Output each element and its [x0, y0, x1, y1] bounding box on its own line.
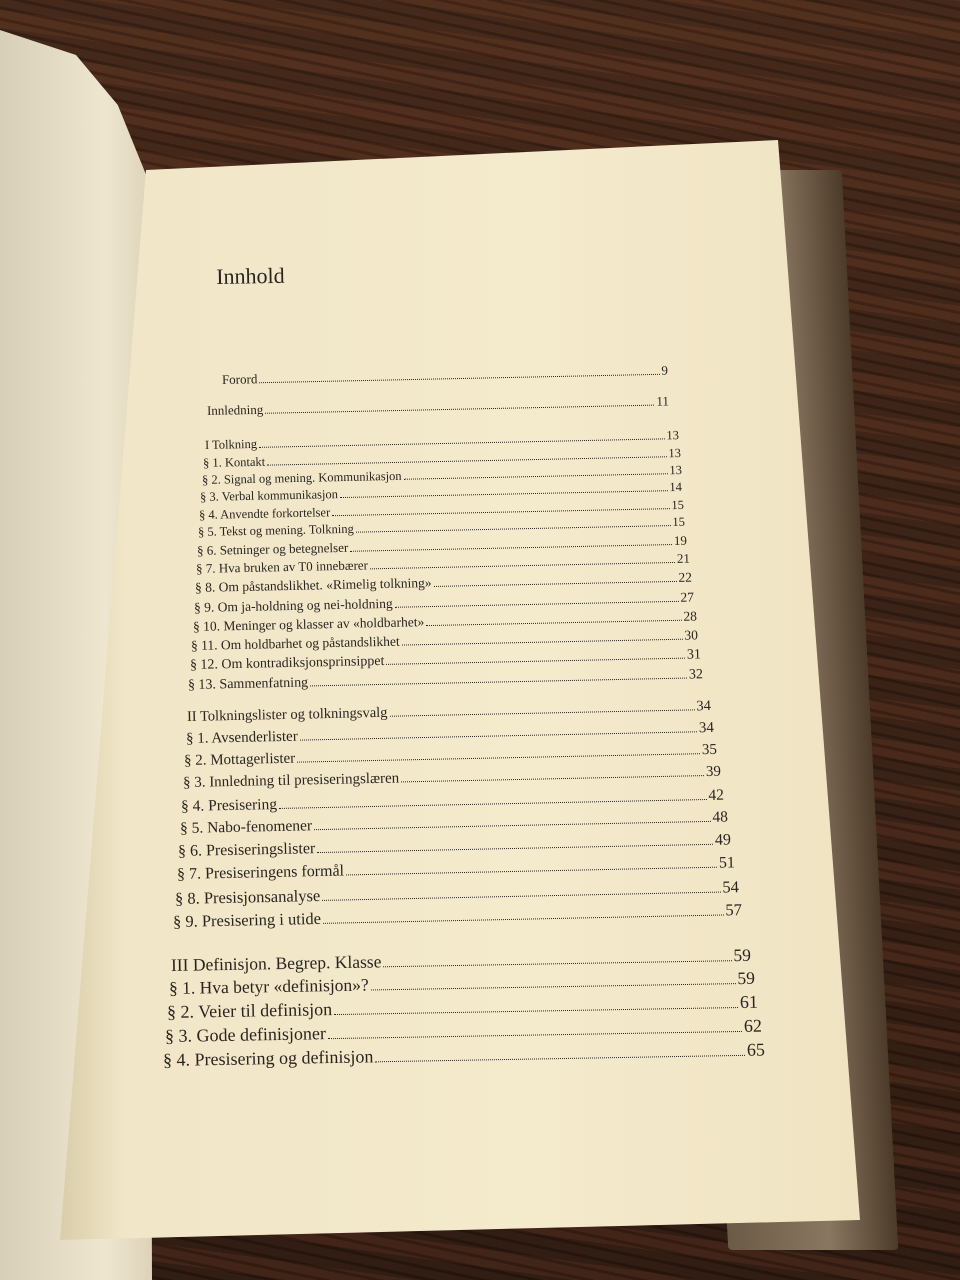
page-title: Innhold	[216, 262, 285, 289]
toc-entry-title: III Definisjon. Begrep. Klasse	[170, 951, 382, 975]
toc-entry-page: 61	[739, 991, 759, 1012]
toc-entry-page: 14	[669, 479, 683, 495]
toc-entry-title: § 2. Signal og mening. Kommunikasjon	[201, 468, 402, 487]
toc-entry-title: § 4. Presisering og definisjon	[162, 1046, 374, 1070]
toc-entry-page: 13	[666, 428, 680, 443]
toc-entry-page: 28	[683, 608, 698, 624]
toc-entry-page: 9	[661, 362, 669, 378]
toc-entry-title: § 7. Hva bruken av T0 innebærer	[195, 557, 369, 576]
toc-dot-leader	[434, 581, 677, 587]
toc-entry-title: § 4. Presisering	[180, 795, 278, 815]
toc-entry-title: § 1. Kontakt	[202, 454, 266, 470]
toc-entry-title: § 6. Presiseringslister	[177, 840, 316, 860]
toc-dot-leader	[426, 620, 681, 626]
right-page	[60, 140, 860, 1240]
toc-entry-page: 13	[668, 445, 682, 461]
toc-entry-page: 57	[725, 900, 743, 920]
toc-entry-title: § 5. Nabo-fenomener	[179, 817, 313, 837]
toc-dot-leader	[402, 639, 683, 646]
toc-entry-title: § 3. Verbal kommunikasjon	[199, 487, 339, 504]
toc-entry-page: 15	[671, 497, 685, 513]
toc-entry-title: § 1. Avsenderlister	[185, 728, 298, 747]
toc-entry-page: 32	[688, 667, 704, 683]
toc-entry-title: § 2. Mottagerlister	[183, 750, 296, 769]
toc-dot-leader	[404, 473, 668, 480]
toc-entry-page: 59	[733, 944, 752, 966]
toc-entry-page: 34	[698, 719, 715, 737]
toc-entry-title: § 6. Setninger og betegnelser	[196, 539, 349, 558]
toc-entry-title: § 9. Om ja-holdning og nei-holdning	[193, 595, 393, 615]
toc-entry-page: 51	[718, 854, 736, 872]
toc-entry-title: § 8. Presisjonsanalyse	[174, 885, 321, 908]
toc-entry-title: II Tolkningslister og tolkningsvalg	[186, 704, 388, 725]
toc-dot-leader	[386, 658, 685, 665]
toc-entry-page: 59	[737, 967, 756, 989]
toc-entry-page: 39	[705, 763, 722, 781]
toc-entry-title: § 5. Tekst og mening. Tolkning	[197, 521, 354, 539]
toc-entry-title: § 8. Om påstandslikhet. «Rimelig tolkning»	[194, 575, 432, 595]
toc-dot-leader	[371, 983, 736, 990]
toc-entry-page: 31	[686, 647, 702, 663]
toc-entry-page: 62	[743, 1015, 763, 1036]
toc-entry-page: 54	[722, 877, 740, 897]
toc-entry-title: Forord	[221, 371, 258, 387]
toc-entry-page: 21	[676, 550, 691, 566]
toc-entry-title: § 9. Presisering i utide	[172, 908, 322, 931]
toc-entry-title: § 13. Sammenfatning	[187, 675, 309, 693]
toc-entry-page: 15	[672, 514, 686, 530]
toc-entry-title: I Tolkning	[204, 436, 258, 452]
toc-entry-page: 19	[673, 532, 688, 549]
toc-entry-page: 48	[712, 808, 729, 826]
toc-entry-title: § 1. Hva betyr «definisjon»?	[168, 974, 369, 998]
toc-dot-leader	[334, 1007, 738, 1015]
toc-entry-title: § 2. Veier til definisjon	[166, 999, 333, 1022]
toc-dot-leader	[376, 1055, 745, 1062]
toc-entry-title: § 10. Meninger og klasser av «holdbarhet»	[192, 614, 425, 634]
toc-entry-page: 34	[696, 698, 712, 715]
toc-dot-leader	[328, 1031, 742, 1039]
toc-entry-title: § 3. Gode definisjoner	[164, 1023, 327, 1046]
toc-entry-title: § 3. Innledning til presiseringslæren	[182, 770, 400, 791]
toc-dot-leader	[390, 709, 695, 716]
toc-entry-page: 27	[680, 589, 695, 605]
toc-dot-leader	[401, 775, 704, 782]
toc-entry-page: 22	[678, 569, 693, 585]
toc-entry-page: 65	[746, 1039, 766, 1060]
toc-entry-page: 13	[669, 462, 683, 478]
toc-entry-title: Innledning	[206, 401, 264, 418]
toc-entry-page: 11	[656, 393, 670, 409]
toc-entry-title: § 4. Anvendte forkortelser	[198, 505, 331, 522]
toc-entry-title: § 11. Om holdbarhet og påstandslikhet	[190, 633, 400, 653]
toc-entry-page: 49	[714, 831, 732, 849]
toc-entry-page: 30	[684, 627, 699, 643]
toc-entry-title: § 12. Om kontradiksjonsprinsippet	[189, 653, 385, 673]
toc-entry-page: 35	[701, 741, 718, 759]
toc-entry-page: 42	[708, 786, 725, 804]
toc-entry-title: § 7. Presiseringens formål	[176, 862, 345, 883]
toc-dot-leader	[383, 960, 731, 967]
